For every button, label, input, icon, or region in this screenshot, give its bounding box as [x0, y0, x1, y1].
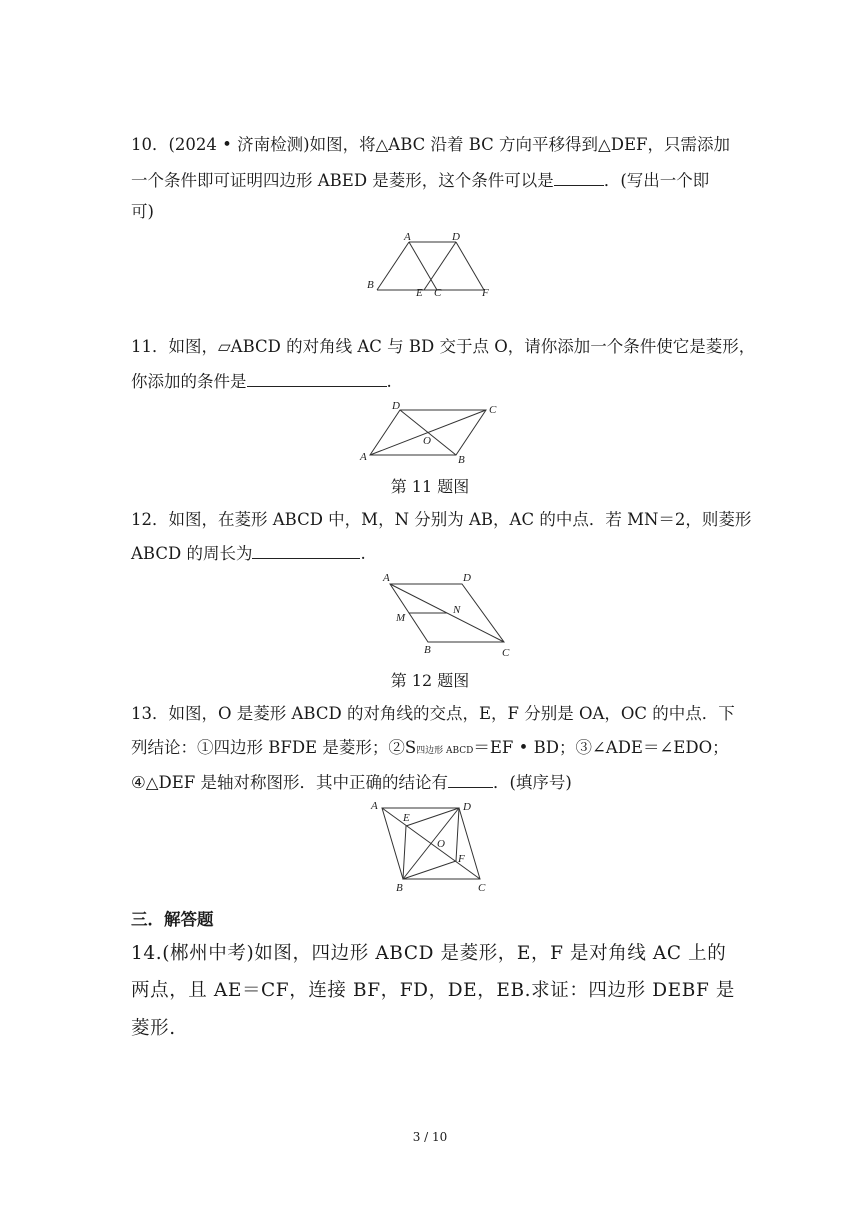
q11-label-a: A	[360, 451, 367, 463]
q13-line-2b: ＝EF • BD；③∠ADE＝∠EDO；	[473, 738, 729, 757]
q11-line-2a: 你添加的条件是	[131, 372, 247, 391]
q14-line-3: 菱形.	[131, 1018, 176, 1039]
q11-caption: 第 11 题图	[390, 477, 470, 496]
q12-label-a: A	[383, 572, 390, 584]
q11-label-c: C	[489, 404, 497, 416]
q11-label-d: D	[392, 400, 400, 412]
q13-line-3b: ．(填序号)	[492, 773, 572, 792]
q12-line-2b: .	[360, 544, 366, 563]
q11-label-b: B	[458, 454, 465, 466]
q13-label-f: F	[458, 853, 465, 865]
q12-caption: 第 12 题图	[390, 671, 470, 690]
q13-answer-blank[interactable]	[448, 771, 493, 788]
q10-figure	[362, 230, 502, 300]
q13-diagonal-bd	[403, 808, 459, 879]
q11-diagonal-bd	[400, 410, 456, 455]
q12-figure	[378, 572, 538, 657]
q13-label-d: D	[463, 801, 471, 813]
q10-line-de	[424, 242, 456, 290]
q13-line-2	[131, 738, 729, 761]
q13-line-1: 13．如图，O 是菱形 ABCD 的对角线的交点，E，F 分别是 OA，OC 的中点．下	[131, 704, 735, 723]
q10-label-f: F	[482, 287, 489, 299]
q12-line-1: 12．如图，在菱形 ABCD 中，M，N 分别为 AB，AC 的中点．若 MN＝2，则菱形	[131, 510, 752, 529]
q12-label-m: M	[396, 612, 406, 624]
q13-label-b: B	[396, 882, 403, 894]
q10-line-1: 10．(2024 • 济南检测)如图，将△ABC 沿着 BC 方向平移得到△DEF，只需添加	[131, 135, 730, 154]
q10-line-ab	[377, 242, 409, 290]
q11-line-2b: .	[386, 372, 392, 391]
q12-answer-blank[interactable]	[252, 542, 360, 559]
q10-label-c: C	[434, 287, 442, 299]
q10-label-d: D	[452, 231, 460, 243]
q13-figure	[365, 800, 505, 895]
q13-label-o: O	[437, 838, 445, 850]
q13-label-a: A	[371, 800, 378, 812]
q13-subscript: 四边形 ABCD	[416, 746, 474, 756]
q10-line-3: 可)	[131, 202, 154, 221]
q11-figure	[358, 400, 508, 465]
q13-line-3	[131, 771, 572, 793]
q10-line-2a: 一个条件即可证明四边形 ABED 是菱形，这个条件可以是	[131, 171, 554, 190]
q13-line-2a: 列结论：①四边形 BFDE 是菱形；②S	[131, 738, 417, 757]
q10-label-a: A	[404, 231, 411, 243]
q11-line-1: 11．如图，▱ABCD 的对角线 AC 与 BD 交于点 O，请你添加一个条件使它是菱形，	[131, 337, 756, 356]
q10-line-df	[456, 242, 484, 290]
q10-label-b: B	[367, 279, 374, 291]
q12-label-d: D	[463, 572, 471, 584]
q12-label-b: B	[424, 644, 431, 656]
q10-answer-blank[interactable]	[554, 169, 604, 186]
q12-line-2	[131, 542, 366, 564]
q11-line-2	[131, 370, 392, 392]
page-number: 3 / 10	[412, 1130, 448, 1144]
q11-label-o: O	[423, 435, 431, 447]
q10-line-ac	[409, 242, 437, 290]
q11-answer-blank[interactable]	[247, 370, 387, 387]
q10-line-2	[131, 169, 709, 191]
q14-line-1: 14.(郴州中考)如图，四边形 ABCD 是菱形，E，F 是对角线 AC 上的	[131, 943, 727, 964]
q14-line-2: 两点，且 AE＝CF，连接 BF，FD，DE，EB.求证：四边形 DEBF 是	[131, 980, 735, 1001]
q12-line-2a: ABCD 的周长为	[131, 544, 253, 563]
q10-line-2b: ．(写出一个即	[603, 171, 710, 190]
section-heading: 三．解答题	[131, 910, 214, 929]
q13-label-e: E	[403, 812, 410, 824]
q10-label-e: E	[416, 287, 423, 299]
q13-label-c: C	[478, 882, 486, 894]
q12-label-c: C	[502, 647, 510, 659]
q12-label-n: N	[453, 604, 461, 616]
q13-line-3a: ④△DEF 是轴对称图形．其中正确的结论有	[131, 773, 448, 792]
